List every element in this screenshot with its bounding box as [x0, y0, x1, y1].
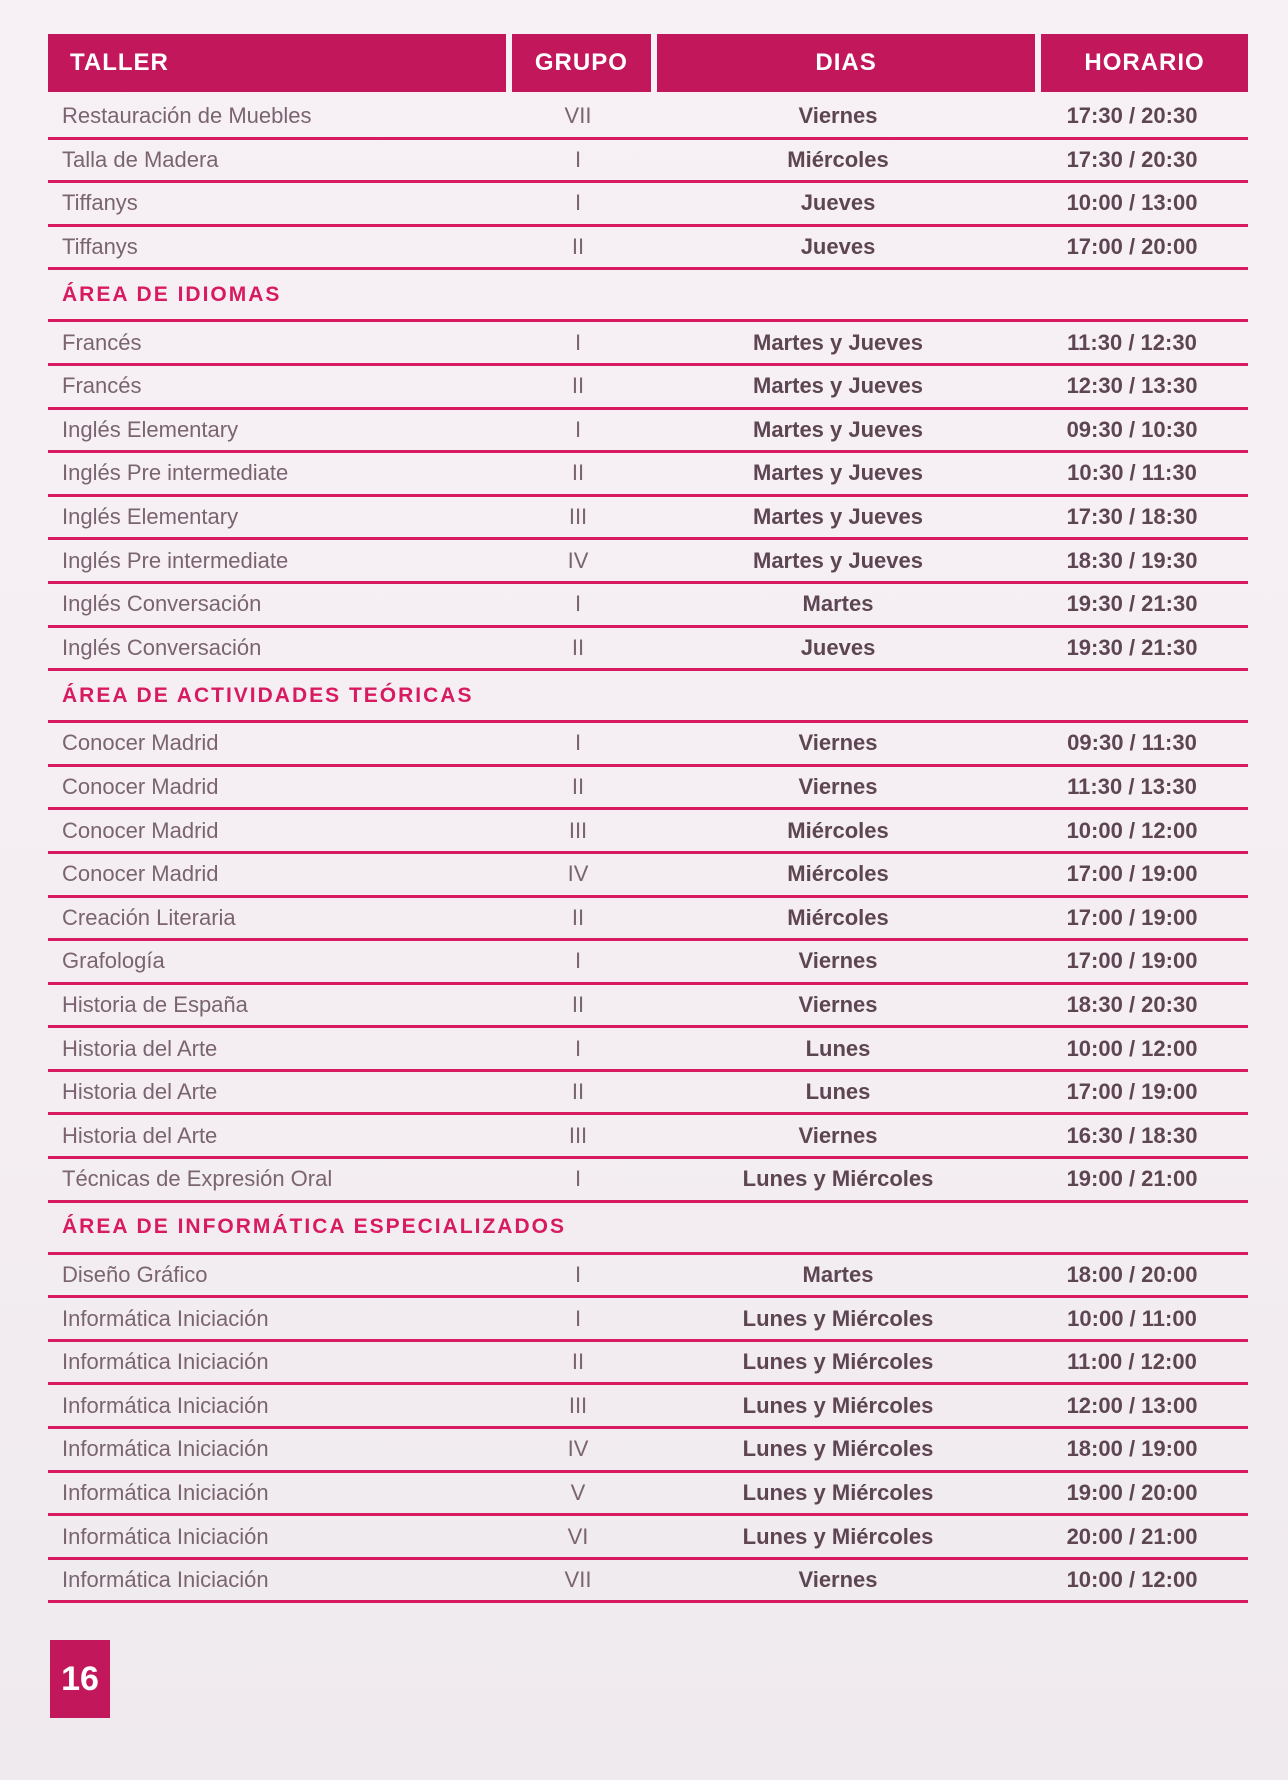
cell-taller: Inglés Pre intermediate: [62, 547, 289, 573]
cell-horario: 12:30 / 13:30: [1066, 373, 1198, 399]
cell-taller: Restauración de Muebles: [62, 103, 312, 129]
page-number: 16: [50, 1640, 110, 1718]
cell-horario: 10:00 / 12:00: [1066, 817, 1198, 843]
cell-grupo: IV: [567, 1436, 589, 1462]
cell-grupo: II: [571, 904, 585, 930]
table-row: [48, 1115, 1248, 1159]
cell-grupo: II: [571, 634, 585, 660]
table-row: [48, 628, 1248, 672]
cell-dias: Martes y Jueves: [753, 460, 923, 486]
cell-taller: Grafología: [62, 948, 165, 974]
cell-dias: Lunes y Miércoles: [742, 1392, 934, 1418]
cell-horario: 17:00 / 19:00: [1066, 904, 1198, 930]
cell-dias: Viernes: [798, 991, 878, 1017]
cell-grupo: I: [574, 1166, 582, 1192]
cell-taller: Tiffanys: [62, 234, 138, 260]
cell-horario: 16:30 / 18:30: [1066, 1122, 1198, 1148]
cell-grupo: II: [571, 234, 585, 260]
cell-dias: Lunes: [805, 1079, 871, 1105]
cell-grupo: I: [574, 1035, 582, 1061]
cell-taller: Conocer Madrid: [62, 774, 219, 800]
cell-horario: 19:00 / 21:00: [1066, 1166, 1198, 1192]
cell-grupo: II: [571, 774, 585, 800]
cell-dias: Jueves: [800, 634, 876, 660]
cell-horario: 10:00 / 13:00: [1066, 190, 1198, 216]
cell-taller: Inglés Pre intermediate: [62, 460, 289, 486]
cell-horario: 09:30 / 10:30: [1066, 416, 1198, 442]
cell-grupo: IV: [567, 547, 589, 573]
table-row: [48, 1429, 1248, 1473]
table-body: [48, 96, 1248, 1603]
cell-taller: Inglés Elementary: [62, 504, 239, 530]
cell-dias: Viernes: [798, 1567, 878, 1593]
table-row: [48, 1516, 1248, 1560]
cell-grupo: VII: [564, 103, 592, 129]
cell-horario: 11:30 / 13:30: [1067, 774, 1197, 800]
table-row: [48, 1028, 1248, 1072]
cell-horario: 10:00 / 11:00: [1067, 1305, 1197, 1331]
table-row: [48, 1342, 1248, 1386]
cell-dias: Lunes y Miércoles: [742, 1305, 934, 1331]
cell-taller: Informática Iniciación: [62, 1479, 269, 1505]
table-row: [48, 1473, 1248, 1517]
cell-taller: Informática Iniciación: [62, 1567, 269, 1593]
cell-taller: Conocer Madrid: [62, 861, 219, 887]
cell-taller: Inglés Conversación: [62, 591, 262, 617]
cell-dias: Lunes y Miércoles: [742, 1436, 934, 1462]
table-row: [48, 1560, 1248, 1604]
cell-dias: Jueves: [800, 190, 876, 216]
cell-taller: Historia del Arte: [62, 1122, 218, 1148]
table-row: [48, 140, 1248, 184]
header-taller: TALLER: [48, 34, 506, 92]
section-title: ÁREA DE IDIOMAS: [48, 270, 1248, 322]
cell-horario: 11:00 / 12:00: [1067, 1349, 1197, 1375]
cell-taller: Historia del Arte: [62, 1035, 218, 1061]
table-header: [48, 34, 1248, 92]
table-row: [48, 1385, 1248, 1429]
cell-dias: Martes y Jueves: [753, 416, 923, 442]
cell-grupo: I: [574, 1305, 582, 1331]
cell-grupo: I: [574, 730, 582, 756]
table-row: [48, 497, 1248, 541]
cell-horario: 10:00 / 12:00: [1066, 1035, 1198, 1061]
table-row: [48, 183, 1248, 227]
cell-taller: Francés: [62, 329, 142, 355]
schedule-table: [48, 34, 1248, 1603]
cell-dias: Miércoles: [787, 861, 889, 887]
cell-dias: Viernes: [798, 730, 878, 756]
table-row: [48, 1255, 1248, 1299]
table-row: [48, 854, 1248, 898]
cell-grupo: III: [568, 1122, 588, 1148]
cell-horario: 10:30 / 11:30: [1067, 460, 1197, 486]
cell-grupo: VI: [567, 1523, 589, 1549]
cell-grupo: II: [571, 460, 585, 486]
table-row: [48, 322, 1248, 366]
cell-dias: Martes y Jueves: [753, 504, 923, 530]
table-row: [48, 1298, 1248, 1342]
cell-grupo: V: [570, 1479, 586, 1505]
cell-taller: Conocer Madrid: [62, 817, 219, 843]
cell-horario: 19:00 / 20:00: [1066, 1479, 1198, 1505]
cell-dias: Viernes: [798, 948, 878, 974]
cell-dias: Lunes y Miércoles: [742, 1523, 934, 1549]
cell-taller: Tiffanys: [62, 190, 138, 216]
cell-horario: 19:30 / 21:30: [1066, 591, 1198, 617]
table-row: [48, 941, 1248, 985]
section-title: ÁREA DE ACTIVIDADES TEÓRICAS: [48, 671, 1248, 723]
cell-horario: 12:00 / 13:00: [1066, 1392, 1198, 1418]
cell-horario: 11:30 / 12:30: [1067, 329, 1197, 355]
cell-dias: Martes: [802, 591, 874, 617]
table-row: [48, 810, 1248, 854]
cell-horario: 17:30 / 18:30: [1066, 504, 1198, 530]
cell-grupo: VII: [564, 1567, 592, 1593]
cell-horario: 17:00 / 19:00: [1066, 1079, 1198, 1105]
cell-taller: Diseño Gráfico: [62, 1261, 208, 1287]
cell-dias: Viernes: [798, 774, 878, 800]
cell-grupo: IV: [567, 861, 589, 887]
table-row: [48, 584, 1248, 628]
cell-grupo: II: [571, 1079, 585, 1105]
cell-taller: Inglés Elementary: [62, 416, 239, 442]
table-row: [48, 985, 1248, 1029]
cell-grupo: II: [571, 373, 585, 399]
cell-grupo: II: [571, 1349, 585, 1375]
header-grupo: GRUPO: [512, 34, 651, 92]
table-row: [48, 366, 1248, 410]
cell-dias: Miércoles: [787, 904, 889, 930]
cell-dias: Viernes: [798, 103, 878, 129]
cell-taller: Informática Iniciación: [62, 1349, 269, 1375]
cell-dias: Miércoles: [787, 146, 889, 172]
cell-dias: Martes y Jueves: [753, 373, 923, 399]
cell-grupo: I: [574, 591, 582, 617]
section-title: ÁREA DE INFORMÁTICA ESPECIALIZADOS: [48, 1203, 1248, 1255]
table-row: [48, 227, 1248, 271]
cell-dias: Lunes y Miércoles: [742, 1349, 934, 1375]
cell-dias: Lunes y Miércoles: [742, 1166, 934, 1192]
table-row: [48, 410, 1248, 454]
cell-grupo: I: [574, 1261, 582, 1287]
cell-grupo: III: [568, 1392, 588, 1418]
table-row: [48, 1159, 1248, 1203]
table-row: [48, 96, 1248, 140]
table-row: [48, 453, 1248, 497]
cell-taller: Historia del Arte: [62, 1079, 218, 1105]
cell-taller: Informática Iniciación: [62, 1392, 269, 1418]
table-row: [48, 1072, 1248, 1116]
cell-horario: 09:30 / 11:30: [1067, 730, 1197, 756]
cell-taller: Técnicas de Expresión Oral: [62, 1166, 333, 1192]
cell-dias: Martes y Jueves: [753, 547, 923, 573]
header-dias: DIAS: [657, 34, 1035, 92]
cell-dias: Martes y Jueves: [753, 329, 923, 355]
cell-horario: 18:30 / 19:30: [1066, 547, 1198, 573]
cell-dias: Viernes: [798, 1122, 878, 1148]
table-row: [48, 723, 1248, 767]
cell-taller: Talla de Madera: [62, 146, 219, 172]
cell-horario: 18:00 / 20:00: [1066, 1261, 1198, 1287]
table-row: [48, 898, 1248, 942]
cell-grupo: I: [574, 948, 582, 974]
cell-grupo: III: [568, 504, 588, 530]
cell-horario: 18:00 / 19:00: [1066, 1436, 1198, 1462]
cell-dias: Miércoles: [787, 817, 889, 843]
cell-dias: Jueves: [800, 234, 876, 260]
cell-dias: Martes: [802, 1261, 874, 1287]
cell-horario: 17:30 / 20:30: [1066, 146, 1198, 172]
cell-taller: Informática Iniciación: [62, 1436, 269, 1462]
cell-taller: Creación Literaria: [62, 904, 236, 930]
cell-grupo: I: [574, 146, 582, 172]
cell-taller: Conocer Madrid: [62, 730, 219, 756]
cell-taller: Informática Iniciación: [62, 1305, 269, 1331]
cell-dias: Lunes: [805, 1035, 871, 1061]
cell-horario: 17:00 / 20:00: [1066, 234, 1198, 260]
cell-taller: Historia de España: [62, 991, 248, 1017]
cell-grupo: I: [574, 190, 582, 216]
cell-horario: 20:00 / 21:00: [1066, 1523, 1198, 1549]
cell-grupo: I: [574, 416, 582, 442]
cell-taller: Francés: [62, 373, 142, 399]
cell-grupo: I: [574, 329, 582, 355]
cell-taller: Inglés Conversación: [62, 634, 262, 660]
table-row: [48, 767, 1248, 811]
cell-horario: 17:30 / 20:30: [1066, 103, 1198, 129]
cell-grupo: II: [571, 991, 585, 1017]
cell-dias: Lunes y Miércoles: [742, 1479, 934, 1505]
cell-horario: 17:00 / 19:00: [1066, 861, 1198, 887]
cell-horario: 19:30 / 21:30: [1066, 634, 1198, 660]
cell-horario: 10:00 / 12:00: [1066, 1567, 1198, 1593]
header-horario: HORARIO: [1041, 34, 1248, 92]
cell-grupo: III: [568, 817, 588, 843]
table-row: [48, 540, 1248, 584]
cell-horario: 18:30 / 20:30: [1066, 991, 1198, 1017]
cell-horario: 17:00 / 19:00: [1066, 948, 1198, 974]
cell-taller: Informática Iniciación: [62, 1523, 269, 1549]
